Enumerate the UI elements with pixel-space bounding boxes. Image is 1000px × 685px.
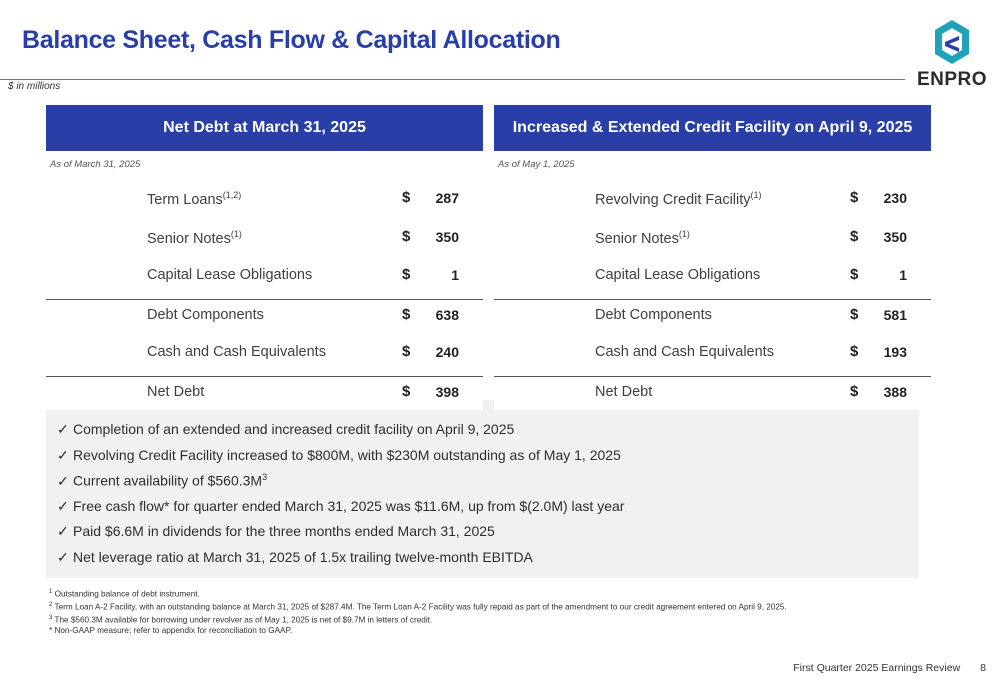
footnote-mark: 1 — [49, 589, 53, 595]
highlight-item — [57, 472, 919, 498]
footnote-item — [49, 600, 787, 613]
row-value: 230 — [883, 190, 907, 206]
footnote-text: The $560.3M available for borrowing under revolver as of May 1, 2025 is net of $9.7M in letters of credit. — [52, 615, 433, 625]
row-label — [147, 267, 312, 283]
panel-header: Net Debt at March 31, 2025 — [46, 105, 483, 151]
net-debt-panel — [46, 105, 483, 414]
logo-wordmark: ENPRO — [916, 69, 988, 90]
row-label — [147, 307, 264, 323]
highlight-text — [73, 421, 514, 437]
checkmark-icon: ✓ — [57, 446, 69, 463]
footnote-ref: (1) — [230, 228, 242, 239]
row-label-text: Net Debt — [147, 383, 205, 400]
row-value: 193 — [883, 344, 907, 360]
row-value: 350 — [883, 228, 907, 245]
debt-table — [494, 183, 931, 414]
currency-symbol: $ — [402, 343, 411, 360]
currency-symbol: $ — [402, 189, 411, 206]
currency-symbol: $ — [850, 305, 859, 323]
row-label-text: Term Loans — [147, 191, 223, 208]
row-value: 638 — [435, 306, 459, 323]
currency-symbol: $ — [850, 189, 859, 206]
row-label-text: Cash and Cash Equivalents — [595, 344, 774, 360]
currency-symbol: $ — [402, 266, 411, 283]
table-row — [46, 376, 483, 415]
table-row — [46, 222, 483, 261]
row-label — [147, 384, 204, 400]
units-note: $ in millions — [8, 81, 61, 92]
highlight-text-body: Revolving Credit Facility increased to $800M, with $230M outstanding as of May 1, 2025 — [73, 446, 621, 463]
footnote-text: Outstanding balance of debt instrument. — [52, 589, 200, 599]
table-row — [494, 260, 931, 299]
table-row — [46, 260, 483, 299]
row-label-text: Debt Components — [595, 306, 712, 323]
highlight-text — [73, 523, 495, 539]
row-label — [595, 307, 712, 323]
checkmark-icon: ✓ — [57, 472, 69, 489]
row-value: 1 — [899, 267, 907, 283]
row-label — [147, 190, 241, 208]
footnote-ref: (1) — [678, 228, 690, 239]
footnote-item — [49, 613, 787, 626]
footnote-mark: 2 — [49, 601, 53, 608]
credit-facility-panel — [494, 105, 931, 414]
currency-symbol: $ — [850, 266, 859, 283]
footnote-mark: 3 — [49, 614, 53, 621]
checkmark-icon: ✓ — [57, 523, 69, 539]
page-number: 8 — [980, 662, 986, 674]
row-label-text: Capital Lease Obligations — [595, 267, 761, 283]
enpro-e-hexagon-icon — [932, 18, 972, 66]
table-row — [494, 337, 931, 376]
page-footer — [793, 662, 986, 674]
highlight-item — [57, 447, 919, 473]
row-value: 398 — [435, 383, 459, 400]
footer-label: First Quarter 2025 Earnings Review — [793, 662, 961, 674]
row-label — [595, 229, 690, 247]
row-value: 1 — [451, 267, 459, 283]
table-row — [494, 183, 931, 222]
highlight-item — [57, 498, 919, 524]
currency-symbol: $ — [850, 382, 859, 400]
highlight-text-body: Net leverage ratio at March 31, 2025 of 1.5x trailing twelve-month EBITDA — [73, 548, 533, 565]
table-row — [46, 337, 483, 376]
checkmark-icon: ✓ — [57, 497, 69, 514]
as-of-date: As of May 1, 2025 — [498, 159, 575, 170]
footnote-text: * Non-GAAP measure; refer to appendix for reconciliation to GAAP. — [49, 625, 293, 635]
row-value: 388 — [883, 383, 907, 400]
row-label-text: Debt Components — [147, 306, 264, 323]
footnote-ref: 3 — [262, 472, 268, 482]
panel-header: Increased & Extended Credit Facility on April 9, 2025 — [494, 105, 931, 151]
row-label — [595, 267, 760, 283]
row-label — [147, 229, 242, 247]
currency-symbol: $ — [402, 305, 411, 323]
company-logo — [912, 18, 992, 93]
title-divider — [0, 79, 905, 80]
row-label-text: Cash and Cash Equivalents — [147, 344, 326, 360]
row-label-text: Revolving Credit Facility — [595, 191, 751, 208]
highlight-item — [57, 421, 919, 447]
footnote-ref: (1,2) — [222, 190, 242, 200]
as-of-date: As of March 31, 2025 — [50, 159, 141, 170]
row-label — [595, 344, 774, 360]
table-row — [494, 222, 931, 261]
row-label-text: Senior Notes — [595, 230, 679, 247]
debt-table — [46, 183, 483, 414]
currency-symbol: $ — [402, 382, 411, 400]
row-label — [147, 344, 326, 360]
checkmark-icon: ✓ — [57, 421, 69, 437]
highlight-item — [57, 549, 919, 575]
currency-symbol: $ — [850, 343, 859, 360]
footnote-item — [49, 587, 787, 600]
highlights-list — [46, 410, 919, 574]
highlight-text-body: Paid $6.6M in dividends for the three months ended March 31, 2025 — [73, 523, 495, 539]
row-value: 581 — [883, 306, 907, 323]
row-value: 287 — [435, 190, 459, 206]
checkmark-icon: ✓ — [57, 548, 69, 565]
highlight-text — [73, 549, 533, 565]
currency-symbol: $ — [402, 227, 411, 245]
row-label — [595, 190, 762, 208]
table-row — [494, 299, 931, 338]
table-row — [46, 299, 483, 338]
highlights-box — [46, 410, 919, 578]
highlight-text-body: Completion of an extended and increased credit facility on April 9, 2025 — [73, 421, 515, 437]
footnote-text: Term Loan A-2 Facility, with an outstanding balance at March 31, 2025 of $287.4M. The Term Loan A-2 Facility was fully repaid as part of the amendment to our credit agreement entered on April 9, 2025. — [52, 602, 787, 612]
footnote-item — [49, 626, 787, 636]
highlight-text — [73, 498, 624, 514]
row-label-text: Senior Notes — [147, 230, 231, 247]
table-row — [494, 376, 931, 415]
row-label-text: Net Debt — [595, 383, 653, 400]
row-value: 240 — [435, 344, 459, 360]
footnote-ref: (1) — [750, 190, 762, 200]
page-title: Balance Sheet, Cash Flow & Capital Allocation — [22, 26, 561, 54]
currency-symbol: $ — [850, 227, 859, 245]
highlight-text — [73, 447, 621, 463]
table-row — [46, 183, 483, 222]
row-label — [595, 384, 652, 400]
row-label-text: Capital Lease Obligations — [147, 267, 313, 283]
highlight-text-body: Current availability of $560.3M — [73, 472, 263, 489]
highlight-text-body: Free cash flow* for quarter ended March 31, 2025 was $11.6M, up from $(2.0M) last year — [73, 497, 625, 514]
highlight-text — [73, 472, 267, 489]
row-value: 350 — [435, 228, 459, 245]
highlight-item — [57, 523, 919, 549]
footnotes — [49, 587, 787, 636]
